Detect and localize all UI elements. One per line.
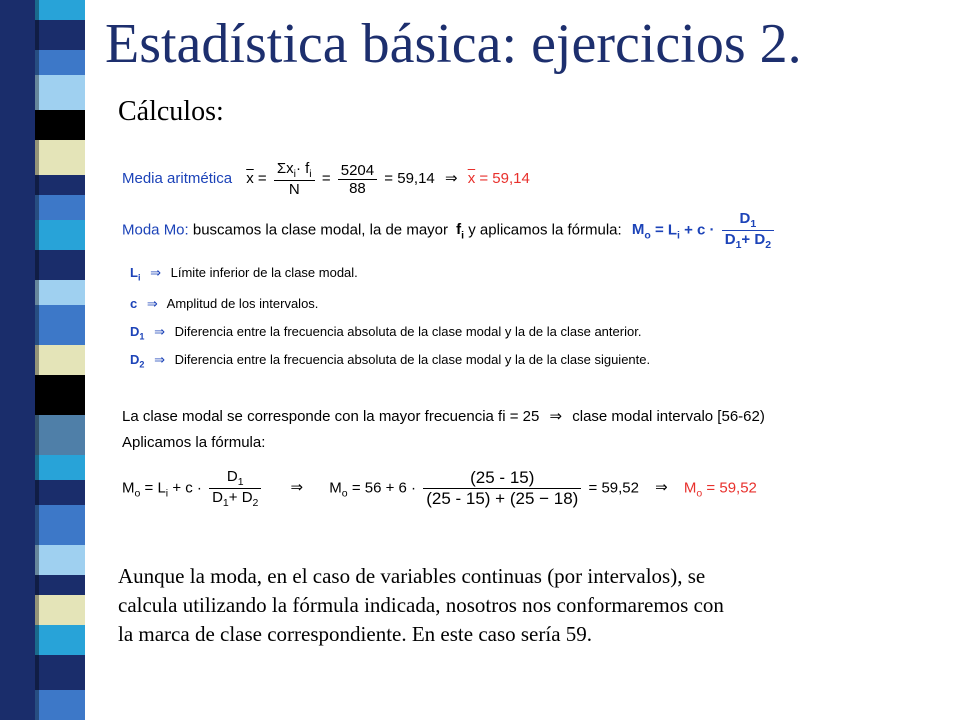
definition-symbol-sub: i	[137, 272, 141, 283]
definition-item	[130, 296, 318, 314]
mode-formula-plus-c: + c ·	[684, 221, 715, 239]
page-title: Estadística básica: ejercicios 2.	[105, 13, 802, 75]
note-line: calcula utilizando la fórmula indicada, nosotros nos conformaremos con	[118, 593, 724, 617]
calc-m-sub: o	[134, 487, 141, 500]
mode-formula-l-sub: i	[677, 229, 680, 242]
section-subtitle: Cálculos:	[118, 96, 224, 127]
calc-value-fraction	[423, 468, 581, 509]
mode-formula-m: M	[631, 221, 645, 239]
apply-row	[122, 434, 265, 451]
definition-symbol-sub: 2	[139, 359, 145, 370]
mode-intro-row	[122, 210, 777, 251]
mean-final-xbar: $\overline{x}$	[467, 169, 476, 187]
implies-arrow-icon: ⇒	[154, 352, 165, 367]
mean-value-fraction	[338, 162, 377, 197]
calc-den-a-sub: 1	[222, 497, 229, 509]
calc-plus-c: + c ·	[172, 479, 202, 497]
mode-formula-m-sub: o	[644, 229, 651, 242]
mode-formula-num: D	[739, 210, 751, 227]
definition-symbol: c	[130, 296, 138, 311]
calc-result: = 59,52	[588, 479, 639, 497]
calc-m2-sub: o	[341, 487, 348, 500]
definition-item	[130, 265, 358, 283]
implies-arrow-icon: ⇒	[150, 265, 162, 280]
definition-item	[130, 352, 650, 370]
definition-text: Diferencia entre la frecuencia absoluta de la clase modal y la de la clase anterior.	[174, 324, 642, 339]
mean-eq2: =	[321, 169, 331, 187]
calculation-row	[122, 468, 757, 509]
mean-sum-sub: i	[293, 168, 296, 180]
definition-item	[130, 324, 641, 342]
calc-den-b-sub: 2	[252, 497, 259, 509]
calc-eq: = L	[144, 479, 166, 497]
calc-m2: M	[329, 479, 342, 497]
definition-symbol-sub: 1	[139, 331, 145, 342]
explanation-note	[118, 562, 918, 649]
mode-formula-den-a: D	[724, 231, 736, 248]
modal-class-row	[122, 407, 765, 425]
definition-symbol: L	[130, 265, 138, 280]
mode-formula-den-b-sub: 2	[765, 239, 772, 251]
apply-text: Aplicamos la fórmula:	[122, 434, 266, 451]
mode-formula-den-plus: + D	[741, 231, 766, 248]
mode-formula-num-sub: 1	[750, 218, 757, 230]
definition-text: Límite inferior de la clase modal.	[170, 265, 358, 280]
calc-l-sub: i	[165, 487, 169, 500]
mean-row	[122, 160, 530, 198]
calc-formula-fraction	[209, 468, 261, 509]
mode-fi-sub: i	[461, 229, 465, 242]
calc-den-plus: + D	[228, 489, 253, 506]
note-line: Aunque la moda, en el caso de variables continuas (por intervalos), se	[118, 564, 706, 588]
modal-interval-text: clase modal intervalo [56-62)	[572, 408, 765, 425]
mean-label: Media aritmética	[122, 169, 233, 187]
mean-dot-f: · f	[295, 160, 310, 177]
mean-num-value: 5204	[340, 161, 375, 179]
mean-den-value: 88	[338, 179, 377, 197]
mode-formula-den-a-sub: 1	[735, 239, 742, 251]
mean-formula-fraction	[274, 160, 315, 198]
mode-text: buscamos la clase modal, la de mayor	[192, 221, 448, 239]
mode-text2: y aplicamos la fórmula:	[468, 221, 622, 239]
calc-den-a: D	[212, 489, 223, 506]
calc-m: M	[122, 479, 135, 497]
mode-fi: f	[456, 221, 462, 239]
decorative-stripe	[0, 0, 110, 720]
definition-text: Amplitud de los intervalos.	[166, 296, 319, 311]
implies-arrow-icon: ⇒	[154, 324, 165, 339]
mean-sum: Σx	[276, 160, 294, 177]
implies-arrow-icon: ⇒	[290, 479, 304, 497]
calc-final-m: M	[683, 479, 697, 497]
definition-symbol: D	[130, 324, 140, 339]
calc-num-sub: 1	[237, 476, 244, 488]
implies-arrow-icon: ⇒	[655, 479, 668, 497]
modal-class-text: La clase modal se corresponde con la mayor frecuencia fi = 25	[122, 408, 540, 425]
mode-label: Moda Mo:	[122, 221, 189, 239]
note-line: la marca de clase correspondiente. En este caso sería 59.	[118, 622, 593, 646]
mode-formula-eq: = L	[654, 221, 678, 239]
implies-arrow-icon: ⇒	[444, 169, 458, 187]
mean-eq1: =	[257, 169, 267, 187]
mean-den-n: N	[274, 180, 315, 198]
calc-num2: (25 - 15)	[470, 468, 535, 487]
mode-formula-fraction	[722, 210, 774, 251]
calc-den2: (25 - 15) + (25 − 18)	[423, 488, 581, 509]
definition-symbol: D	[130, 352, 140, 367]
mean-f-sub: i	[309, 168, 312, 180]
implies-arrow-icon: ⇒	[146, 296, 158, 311]
implies-arrow-icon: ⇒	[549, 408, 563, 425]
mean-xbar: $\overline{x}$	[246, 169, 254, 187]
definition-text: Diferencia entre la frecuencia absoluta de la clase modal y la de la clase siguiente.	[174, 352, 651, 367]
calc-num: D	[226, 468, 238, 485]
mean-result: = 59,14	[384, 169, 435, 187]
mean-final-value: = 59,14	[479, 169, 530, 187]
calc-final-value: = 59,52	[706, 479, 757, 497]
calc-eq2: = 56 + 6 ·	[351, 479, 417, 497]
calc-final-m-sub: o	[696, 487, 703, 500]
